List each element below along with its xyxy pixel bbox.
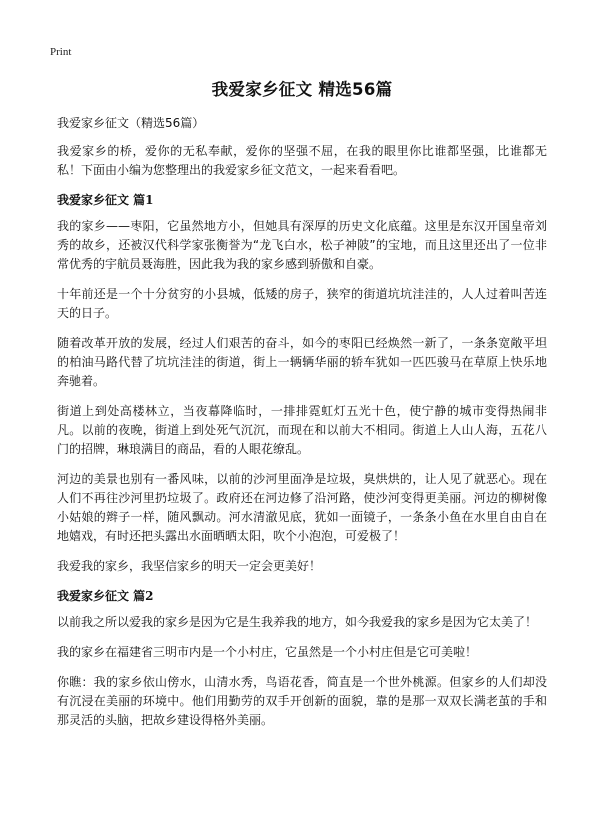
document-subtitle: 我爱家乡征文（精选56篇）: [57, 116, 205, 130]
paragraph: 我爱我的家乡，我坚信家乡的明天一定会更美好！: [57, 559, 322, 573]
section-heading-1: 我爱家乡征文 篇1: [57, 193, 154, 207]
paragraph: 以前我之所以爱我的家乡是因为它是生我养我的地方，如今我爱我的家乡是因为它太美了！: [57, 615, 538, 629]
paragraph: 你瞧：我的家乡依山傍水，山清水秀，鸟语花香，简直是一个世外桃源。但家乡的人们却没有沉浸在美丽的环境中。他们用勤劳的双手开创新的面貌，靠的是那一双双长满老茧的手和那灵活的头脑，把故乡建设得格外美丽。: [57, 675, 547, 727]
paragraph: 街道上到处高楼林立，当夜幕降临时，一排排霓虹灯五光十色，使宁静的城市变得热闹非凡。以前的夜晚，街道上到处死气沉沉，而现在和以前大不相同。街道上人山人海，五花八门的招牌，琳琅满目的商品，看的人眼花缭乱。: [57, 404, 547, 456]
paragraph: 十年前还是一个十分贫穷的小县城，低矮的房子，狭窄的街道坑坑洼洼的，人人过着叫苦连天的日子。: [57, 287, 547, 320]
section-heading-2: 我爱家乡征文 篇2: [57, 589, 154, 603]
page-title: 我爱家乡征文 精选56篇: [211, 80, 393, 99]
paragraph: 随着改革开放的发展，经过人们艰苦的奋斗，如今的枣阳已经焕然一新了，一条条宽敞平坦的柏油马路代替了坑坑洼洼的街道，街上一辆辆华丽的轿车犹如一匹匹骏马在草原上快乐地奔驰着。: [57, 336, 547, 388]
paragraph: 我的家乡在福建省三明市内是一个小村庄，它虽然是一个小村庄但是它可美啦！: [57, 645, 478, 659]
paragraph: 河边的美景也别有一番风味，以前的沙河里面净是垃圾，臭烘烘的，让人见了就恶心。现在人们不再往沙河里扔垃圾了。政府还在河边修了沿河路，使沙河变得更美丽。河边的柳树像小姑娘的辫子一样，随风飘动。河水清澈见底，犹如一面镜子，一条条小鱼在水里自由自在地嬉戏，有时还把头露出水面晒晒太阳，吹个小泡泡，可爱极了！: [57, 472, 547, 543]
paragraph: 我的家乡——枣阳，它虽然地方小，但她具有深厚的历史文化底蕴。这里是东汉开国皇帝刘秀的故乡，还被汉代科学家张衡誉为“龙飞白水，松子神陂”的宝地，而且这里还出了一位非常优秀的宇航员聂海胜，因此我为我的家乡感到骄傲和自豪。: [57, 219, 547, 271]
print-link[interactable]: Print: [50, 46, 72, 58]
document-body: [57, 76, 547, 741]
intro-paragraph: 我爱家乡的桥，爱你的无私奉献，爱你的坚强不屈，在我的眼里你比谁都坚强，比谁都无私！下面由小编为您整理出的我爱家乡征文范文，一起来看看吧。: [57, 144, 547, 177]
